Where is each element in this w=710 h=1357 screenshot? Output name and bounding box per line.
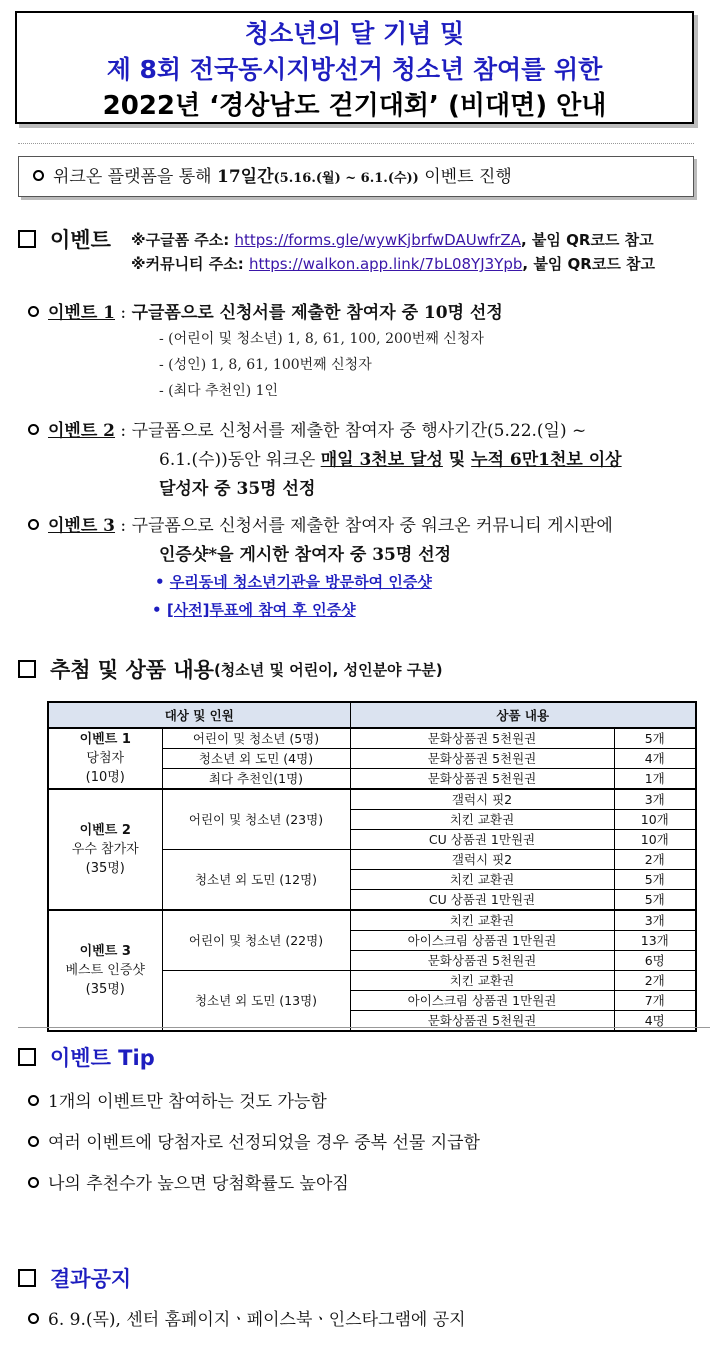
form-url-link[interactable]: https://forms.gle/wywKjbrfwDAUwfrZA xyxy=(234,231,521,249)
result-item: 6. 9.(목), 센터 홈페이지ㆍ페이스북ㆍ인스타그램에 공지 xyxy=(28,1305,466,1330)
tip-item-1: 1개의 이벤트만 참여하는 것도 가능함 xyxy=(28,1087,327,1112)
header-target: 대상 및 인원 xyxy=(48,702,350,728)
tip-item-2: 여러 이벤트에 당첨자로 선정되었을 경우 중복 선물 지급함 xyxy=(28,1128,480,1153)
table-row: 청소년 외 도민 (12명) 갤럭시 핏2 2개 xyxy=(48,850,696,870)
group-event-1: 이벤트 1 당첨자 (10명) xyxy=(48,728,162,789)
result-section-heading: 결과공지 xyxy=(18,1263,131,1293)
table-row: 아이스크림 상품권 1만원권 13개 xyxy=(48,931,696,951)
circle-bullet-icon xyxy=(28,1136,39,1147)
tip-section-heading: 이벤트 Tip xyxy=(18,1042,155,1072)
circle-bullet-icon xyxy=(28,1177,39,1188)
event-2-line-2: 6.1.(수))동안 워크온 매일 3천보 달성 및 누적 6만1천보 이상 xyxy=(159,450,622,470)
event-1-sub-2: - (성인) 1, 8, 61, 100번째 신청자 xyxy=(159,357,372,373)
table-row: 문화상품권 5천원권 4명 xyxy=(48,1011,696,1032)
group-event-2: 이벤트 2 우수 참가자 (35명) xyxy=(48,789,162,910)
event-1-text: 구글폼으로 신청서를 제출한 참여자 중 10명 선정 xyxy=(131,303,503,323)
event-1-sub-3: - (최다 추천인) 1인 xyxy=(159,383,279,399)
divider xyxy=(18,143,694,144)
notice-suffix: 이벤트 진행 xyxy=(418,167,512,187)
event-3-line-2: 인증샷*을 게시한 참여자 중 35명 선정 xyxy=(159,545,452,565)
table-row: 이벤트 2 우수 참가자 (35명) 어린이 및 청소년 (23명) 갤럭시 핏2 3개 xyxy=(48,789,696,810)
table-row: CU 상품권 1만원권 5개 xyxy=(48,890,696,911)
table-row: 치킨 교환권 10개 xyxy=(48,810,696,830)
title-line-3: 2022년 ‘경상남도 걷기대회’ (비대면) 안내 xyxy=(102,91,607,121)
table-row: 최다 추천인(1명) 문화상품권 5천원권 1개 xyxy=(48,769,696,790)
circle-bullet-icon xyxy=(28,306,39,317)
title-box xyxy=(15,11,694,124)
table-row: 청소년 외 도민 (13명) 치킨 교환권 2개 xyxy=(48,971,696,991)
community-address: ※커뮤니티 주소: https://walkon.app.link/7bL08YJ3Ypb, 붙임 QR코드 참고 xyxy=(131,255,656,273)
title-line-1: 청소년의 달 기념 및 xyxy=(244,19,465,48)
event-2-line-1: 구글폼으로 신청서를 제출한 참여자 중 행사기간(5.22.(일) ~ xyxy=(131,421,587,441)
prize-table xyxy=(47,701,697,1032)
circle-bullet-icon xyxy=(28,1095,39,1106)
event-3-bullet-1: • 우리동네 청소년기관을 방문하여 인증샷 xyxy=(155,573,432,591)
tip-item-3: 나의 추천수가 높으면 당첨확률도 높아짐 xyxy=(28,1169,349,1194)
event-2-line-3: 달성자 중 35명 선정 xyxy=(159,479,316,499)
circle-bullet-icon xyxy=(28,424,39,435)
daily-steps-goal: 매일 3천보 달성 xyxy=(320,450,443,470)
event-3: 이벤트 3 : 구글폼으로 신청서를 제출한 참여자 중 워크온 커뮤니티 게시판에 xyxy=(28,511,613,536)
period-notice xyxy=(18,156,694,197)
event-3-label: 이벤트 3 xyxy=(48,516,116,536)
form-address: ※구글폼 주소: https://forms.gle/wywKjbrfwDAUwfrZA, 붙임 QR코드 참고 xyxy=(131,231,654,249)
event-1-sub-1: - (어린이 및 청소년) 1, 8, 61, 100, 200번째 신청자 xyxy=(159,331,484,347)
notice-dates: (5.16.(월) ~ 6.1.(수)) xyxy=(273,171,419,186)
table-row: 문화상품권 5천원권 6명 xyxy=(48,951,696,971)
event-1: 이벤트 1 : 구글폼으로 신청서를 제출한 참여자 중 10명 선정 xyxy=(28,298,503,323)
circle-bullet-icon xyxy=(28,519,39,530)
prize-section-heading: 추첨 및 상품 내용 (청소년 및 어린이, 성인분야 구분) xyxy=(18,654,443,684)
event-section-heading: 이벤트 xyxy=(18,224,111,254)
notice-period: 17일간(5.16.(월) ~ 6.1.(수)) xyxy=(217,167,419,187)
table-row: CU 상품권 1만원권 10개 xyxy=(48,830,696,850)
circle-bullet-icon xyxy=(33,170,44,181)
divider xyxy=(18,1027,710,1028)
event-1-label: 이벤트 1 xyxy=(48,303,116,323)
table-row: 아이스크림 상품권 1만원권 7개 xyxy=(48,991,696,1011)
group-event-3: 이벤트 3 베스트 인증샷 (35명) xyxy=(48,910,162,1031)
event-2: 이벤트 2 : 구글폼으로 신청서를 제출한 참여자 중 행사기간(5.22.(일) ~ xyxy=(28,416,586,441)
checkbox-square-icon xyxy=(18,1269,36,1287)
table-row: 치킨 교환권 5개 xyxy=(48,870,696,890)
table-header-row xyxy=(48,702,696,728)
checkbox-square-icon xyxy=(18,230,36,248)
circle-bullet-icon xyxy=(28,1313,39,1324)
community-url-link[interactable]: https://walkon.app.link/7bL08YJ3Ypb xyxy=(248,255,523,273)
event-2-label: 이벤트 2 xyxy=(48,421,116,441)
table-row: 이벤트 3 베스트 인증샷 (35명) 어린이 및 청소년 (22명) 치킨 교환권 3개 xyxy=(48,910,696,931)
title-line-2: 제 8회 전국동시지방선거 청소년 참여를 위한 xyxy=(106,55,603,84)
header-prize: 상품 내용 xyxy=(350,702,696,728)
event-3-bullet-2: • [사전]투표에 참여 후 인증샷 xyxy=(152,601,356,619)
checkbox-square-icon xyxy=(18,1048,36,1066)
notice-prefix: 위크온 플랫폼을 통해 xyxy=(53,167,218,187)
prize-section-note: (청소년 및 어린이, 성인분야 구분) xyxy=(213,660,443,679)
checkbox-square-icon xyxy=(18,660,36,678)
event-3-line-1: 구글폼으로 신청서를 제출한 참여자 중 워크온 커뮤니티 게시판에 xyxy=(131,516,613,536)
table-row: 이벤트 1 당첨자 (10명) 어린이 및 청소년 (5명) 문화상품권 5천원권 5개 xyxy=(48,728,696,749)
cumulative-steps-goal: 누적 6만1천보 이상 xyxy=(471,450,622,470)
table-row: 청소년 외 도민 (4명) 문화상품권 5천원권 4개 xyxy=(48,749,696,769)
